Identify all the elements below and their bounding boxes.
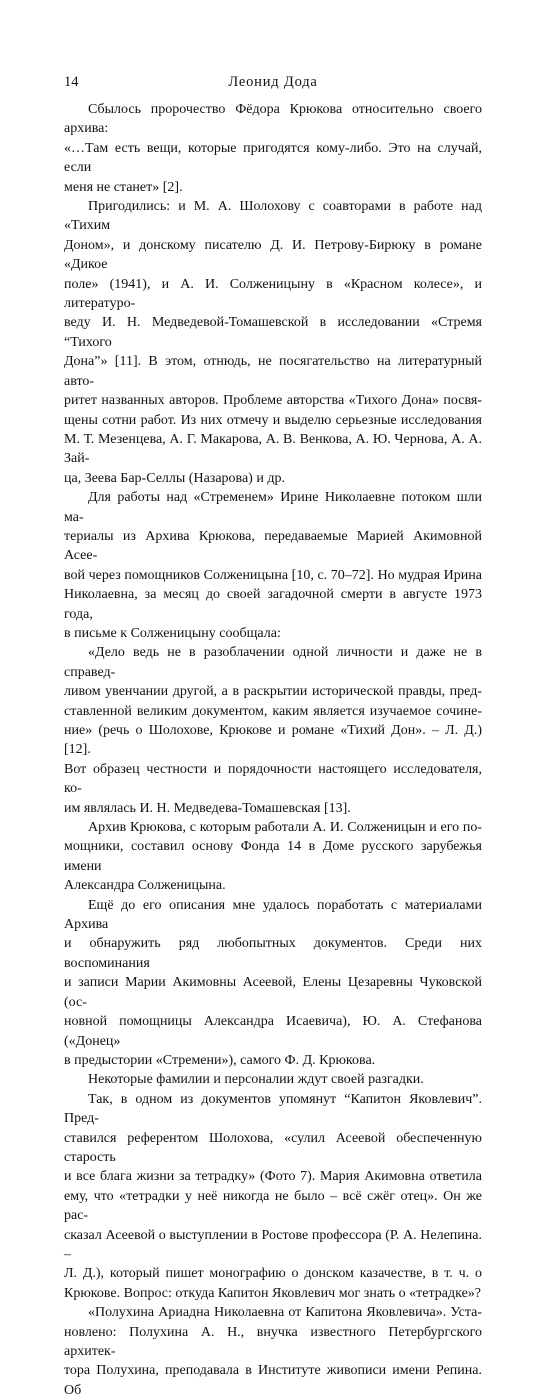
text-line: М. Т. Мезенцева, А. Г. Макарова, А. В. Венкова, А. Ю. Чернова, А. А. Зай- — [64, 431, 482, 467]
text-line: Некоторые фамилии и персоналии ждут своей разгадки. — [88, 1072, 424, 1088]
text-line: ставился референтом Шолохова, «сулил Асеевой обеспеченную старость — [64, 1130, 482, 1165]
text-line: ритет названных авторов. Проблеме авторства «Тихого Дона» посвя- — [64, 393, 482, 409]
text-line: меня не станет» [2]. — [64, 179, 183, 195]
text-line: и обнаружить ряд любопытных документов. Среди них воспоминания — [64, 936, 482, 971]
text-line: Доном», и донскому писателю Д. И. Петрову-Бирюку в романе «Дикое — [64, 237, 482, 273]
text-line: сказал Асеевой о выступлении в Ростове профессора (Р. А. Нелепина. – — [64, 1227, 482, 1262]
text-line: новной помощницы Александра Исаевича), Ю. А. Стефанова («Донец» — [64, 1014, 482, 1049]
text-line: Крюкове. Вопрос: откуда Капитон Яковлевич мог знать о «тетрадке»? — [64, 1285, 482, 1301]
text-line: «Дело ведь не в разоблачении одной личности и даже не в справед- — [64, 645, 482, 680]
text-line: вой через помощников Солженицына [10, с. 70–72]. Но мудрая Ирина — [64, 567, 482, 583]
paragraph — [64, 896, 482, 1071]
text-line: и записи Марии Акимовны Асеевой, Елены Цезаревны Чуковской (ос- — [64, 975, 482, 1010]
text-line: Ещё до его описания мне удалось поработать с материалами Архива — [64, 897, 482, 933]
text-line: им являлась И. Н. Медведева-Томашевская [13]. — [64, 800, 351, 816]
text-line: Так, в одном из документов упомянут “Капитон Яковлевич”. Пред- — [64, 1091, 482, 1127]
text-line: поле» (1941), и А. И. Солженицыну в «Красном колесе», и литературо- — [64, 276, 482, 312]
paragraph — [64, 488, 482, 643]
text-line: ние» (речь о Шолохове, Крюкове и романе «Тихий Дон». – Л. Д.) [12]. — [64, 723, 482, 758]
paragraph — [64, 1090, 482, 1303]
paragraph — [64, 197, 482, 488]
paragraph — [64, 643, 482, 818]
running-head: Леонид Дода — [228, 74, 318, 90]
text-line: Архив Крюкова, с которым работали А. И. Солженицын и его по- — [88, 820, 482, 836]
text-line: Для работы над «Стременем» Ирине Николаевне потоком шли ма- — [64, 490, 482, 525]
text-line: тора Полухина, преподавала в Институте живописи имени Репина. Об — [64, 1363, 482, 1398]
text-line: мощники, составил основу Фонда 14 в Доме русского зарубежья имени — [64, 839, 482, 874]
text-line: «…Там есть вещи, которые пригодятся кому-либо. Это на случай, если — [64, 140, 482, 176]
paragraph — [64, 1303, 482, 1400]
text-line: Александра Солженицына. — [64, 878, 226, 894]
text-line: териалы из Архива Крюкова, передаваемые Марией Акимовной Асее- — [64, 528, 482, 564]
page-number: 14 — [64, 74, 79, 90]
text-line: и все блага жизни за тетрадку» (Фото 7). Мария Акимовна ответила — [64, 1169, 482, 1185]
text-line: в письме к Солженицыну сообщала: — [64, 625, 281, 641]
text-line: ливом увенчании другой, а в раскрытии исторической правды, пред- — [64, 684, 482, 700]
text-line: в предыстории «Стремени»), самого Ф. Д. Крюкова. — [64, 1052, 376, 1068]
text-line: Дона”» [11]. В этом, отнюдь, не посягательство на литературный авто- — [64, 354, 482, 389]
paragraph — [64, 100, 482, 197]
text-line: Вот образец честности и порядочности настоящего исследователя, ко- — [64, 761, 482, 797]
text-line: ему, что «тетрадки у неё никогда не было – всё сжёг отец». Он же рас- — [64, 1188, 482, 1224]
text-line: Сбылось пророчество Фёдора Крюкова относительно своего архива: — [64, 102, 482, 137]
text-line: ставленной великим документом, каким является изучаемое сочине- — [64, 703, 482, 719]
body-text — [64, 100, 482, 1400]
paragraph — [64, 1070, 482, 1089]
text-line: щены сотни работ. Из них отмечу и выделю серьезные исследования — [64, 412, 482, 428]
paragraph — [64, 818, 482, 896]
text-line: Л. Д.), который пишет монографию о донском казачестве, в т. ч. о — [64, 1266, 482, 1282]
text-line: Пригодились: и М. А. Шолохову с соавторами в работе над «Тихим — [64, 199, 482, 234]
text-line: новлено: Полухина А. Н., внучка известного Петербургского архитек- — [64, 1324, 482, 1359]
page-header — [64, 74, 482, 96]
text-line: ца, Зеева Бар-Селлы (Назарова) и др. — [64, 470, 285, 486]
text-line: веду И. Н. Медведевой-Томашевской в исследовании «Стремя “Тихого — [64, 315, 482, 350]
text-line: Николаевна, за месяц до своей загадочной смерти в августе 1973 года, — [64, 587, 482, 622]
text-line: «Полухина Ариадна Николаевна от Капитона Яковлевича». Уста- — [88, 1305, 482, 1321]
